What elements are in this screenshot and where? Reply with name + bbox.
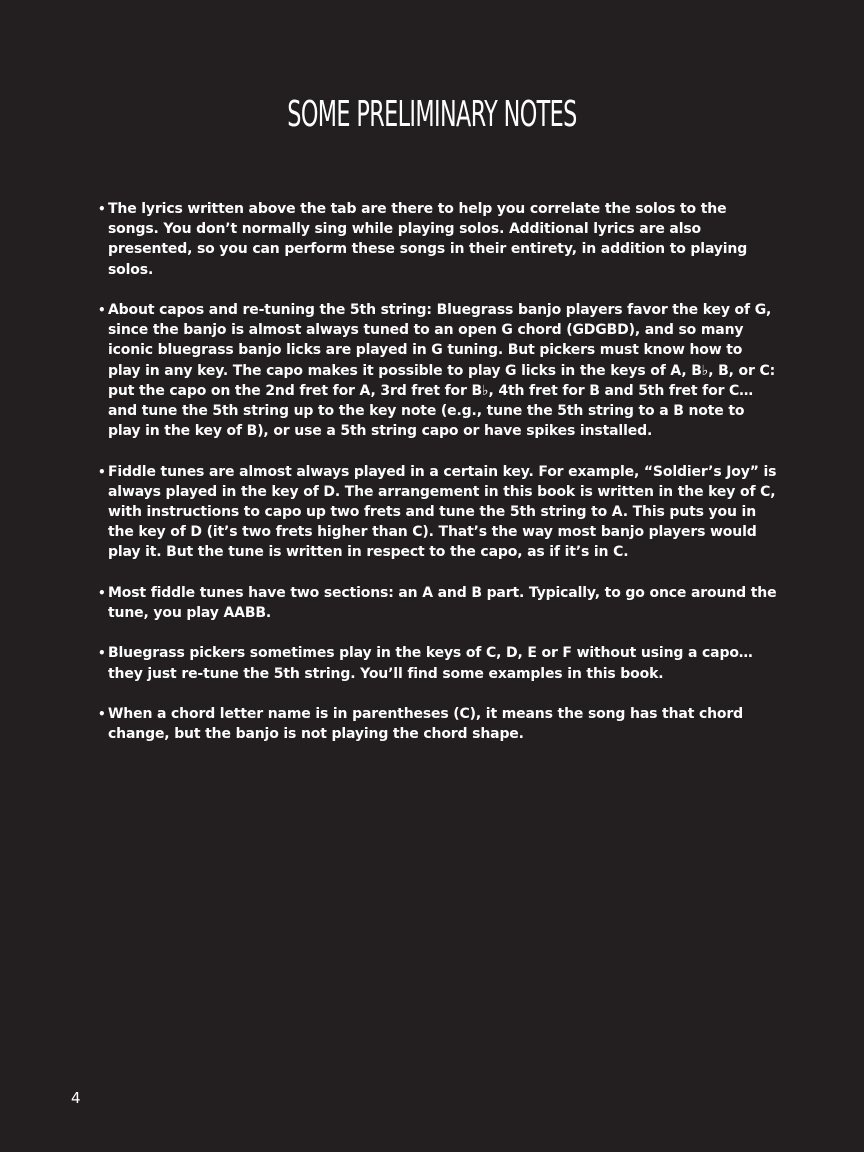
note-item-fiddle-sections xyxy=(98,583,778,623)
note-text: About capos and re-tuning the 5th string: Bluegrass banjo players favor the key of G, since the banjo is almost always tuned to an open G chord (GDGBD), and so many iconic bluegrass banjo licks are played in G tuning. But pickers must know how to play in any key. The capo makes it possible to play G licks in the keys of A, B♭, B, or C: put the capo on the 2nd fret for A, 3rd fret for B♭, 4th fret for B and 5th fret for C…and tune the 5th string up to the key note (e.g., tune the 5th string to a B note to play in the key of B), or use a 5th string capo or have spikes installed. xyxy=(108,302,776,440)
bullet-icon: • xyxy=(98,464,106,479)
notes-list xyxy=(98,199,778,765)
bullet-icon: • xyxy=(98,303,106,317)
note-text: Most fiddle tunes have two sections: an A and B part. Typically, to go once around the tune, you play AABB. xyxy=(108,584,777,622)
note-text: Bluegrass pickers sometimes play in the keys of C, D, E or F without using a capo…they just re-tune the 5th string. You’ll find some examples in this book. xyxy=(108,645,753,682)
page-title: SOME PRELIMINARY NOTES xyxy=(287,94,577,135)
note-item-fiddle-keys xyxy=(98,462,778,563)
note-item-capos xyxy=(98,300,778,441)
bullet-icon: • xyxy=(98,707,106,721)
bullet-icon: • xyxy=(98,585,106,600)
note-text: The lyrics written above the tab are there to help you correlate the solos to the songs. You don’t normally sing while playing solos. Additional lyrics are also presented, so you can perform these songs in their entirety, in addition to playing solos. xyxy=(108,201,748,278)
note-item-lyrics xyxy=(98,199,778,280)
bullet-icon: • xyxy=(98,202,106,216)
bullet-icon: • xyxy=(98,646,106,661)
note-item-chord-parentheses xyxy=(98,704,778,744)
page-number: 4 xyxy=(71,1089,81,1107)
note-text: Fiddle tunes are almost always played in a certain key. For example, “Soldier’s Joy” is always played in the key of D. The arrangement in this book is written in the key of C, with instructions to capo up two frets and tune the 5th string to A. This puts you in the key of D (it’s two frets higher than C). That’s the way most banjo players would play it. But the tune is written in respect to the capo, as if it’s in C. xyxy=(108,463,777,561)
note-text: When a chord letter name is in parentheses (C), it means the song has that chord change, but the banjo is not playing the chord shape. xyxy=(108,706,744,743)
note-item-retuning xyxy=(98,643,778,683)
